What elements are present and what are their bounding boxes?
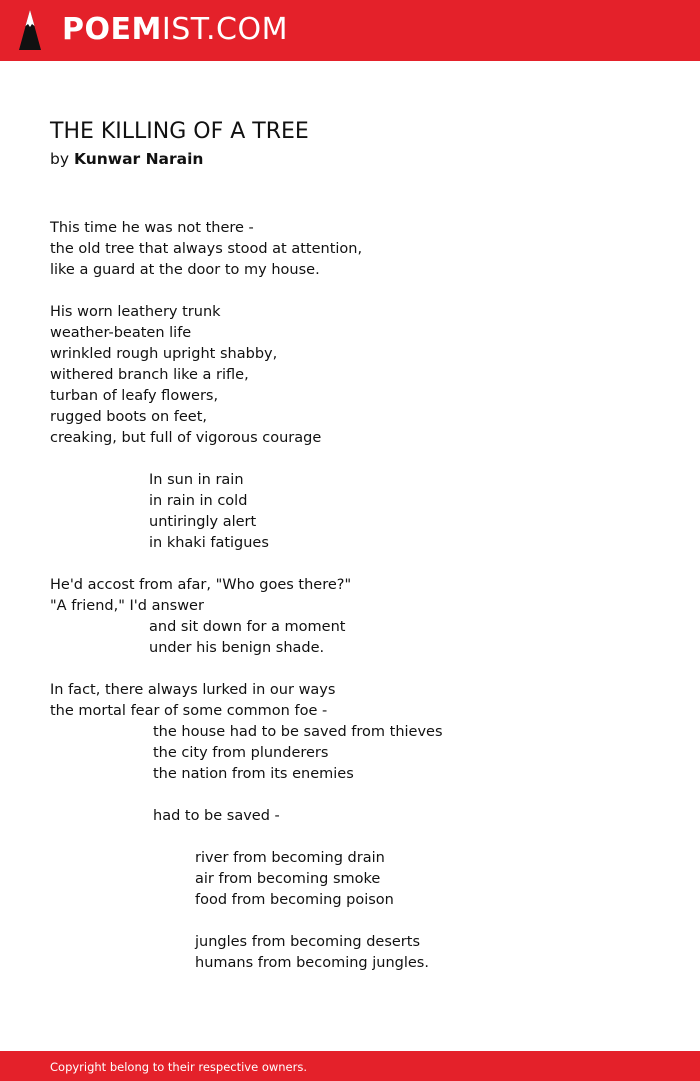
blank-line: [50, 911, 670, 932]
poem-line: creaking, but full of vigorous courage: [50, 430, 322, 446]
poem-line: turban of leafy flowers,: [50, 388, 219, 404]
poem-line: In sun in rain: [149, 472, 244, 488]
poem-line: withered branch like a rifle,: [50, 367, 249, 383]
poem-title: THE KILLING OF A TREE: [50, 119, 309, 144]
poem-line: river from becoming drain: [195, 850, 385, 866]
poem-line: humans from becoming jungles.: [195, 955, 429, 971]
brand-light: IST.COM: [161, 12, 288, 47]
poem-line: food from becoming poison: [195, 892, 394, 908]
poem-line: the mortal fear of some common foe -: [50, 703, 328, 719]
poem-line: air from becoming smoke: [195, 871, 381, 887]
poem-line: weather-beaten life: [50, 325, 192, 341]
poem-line: wrinkled rough upright shabby,: [50, 346, 278, 362]
pencil-mountain-icon[interactable]: [17, 8, 43, 52]
site-footer: [0, 1051, 700, 1081]
poem-line: in rain in cold: [149, 493, 248, 509]
poem-line: His worn leathery trunk: [50, 304, 221, 320]
poem-line: under his benign shade.: [149, 640, 325, 656]
blank-line: [50, 827, 670, 848]
poem-line: the house had to be saved from thieves: [153, 724, 443, 740]
copyright-text: Copyright belong to their respective owners.: [50, 1060, 308, 1074]
poem-line: rugged boots on feet,: [50, 409, 208, 425]
poem-line: had to be saved -: [153, 808, 280, 824]
blank-line: [50, 785, 670, 806]
poem-line: untiringly alert: [149, 514, 257, 530]
poem-line: He'd accost from afar, "Who goes there?": [50, 577, 352, 593]
brand-bold: POEM: [62, 12, 162, 47]
poem-line: In fact, there always lurked in our ways: [50, 682, 336, 698]
blank-line: [50, 554, 670, 575]
poem-line: the city from plunderers: [153, 745, 329, 761]
poem-line: and sit down for a moment: [149, 619, 346, 635]
site-logo-text[interactable]: [62, 11, 288, 49]
poem-line: the old tree that always stood at attention,: [50, 241, 363, 257]
blank-line: [50, 449, 670, 470]
poem-line: like a guard at the door to my house.: [50, 262, 320, 278]
byline: [50, 148, 203, 170]
poem-body: [50, 218, 670, 974]
blank-line: [50, 281, 670, 302]
poem-line: in khaki fatigues: [149, 535, 269, 551]
site-header: [0, 0, 700, 61]
blank-line: [50, 659, 670, 680]
poem-line: "A friend," I'd answer: [50, 598, 204, 614]
author-name: Kunwar Narain: [73, 150, 204, 168]
by-label: by: [50, 150, 70, 168]
poem-line: jungles from becoming deserts: [195, 934, 421, 950]
poem-line: the nation from its enemies: [153, 766, 354, 782]
poem-line: This time he was not there -: [50, 220, 254, 236]
